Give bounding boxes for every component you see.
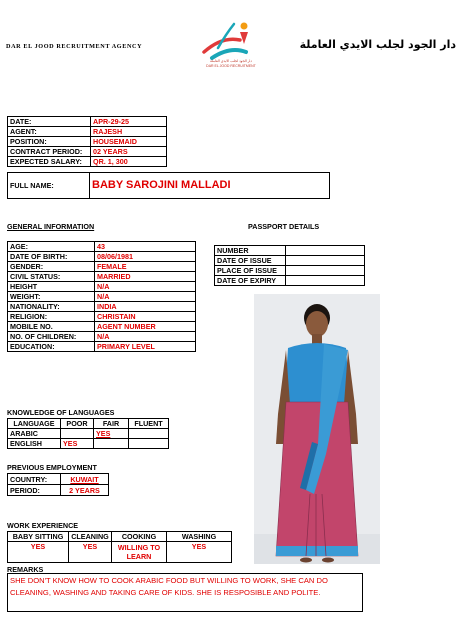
full-name-label: FULL NAME: bbox=[8, 173, 90, 199]
general-info-row bbox=[8, 282, 196, 292]
languages-table bbox=[7, 418, 169, 449]
experience-value: YES bbox=[8, 542, 69, 563]
summary-label: DATE: bbox=[8, 117, 91, 127]
language-fluent bbox=[129, 439, 169, 449]
candidate-photo bbox=[254, 294, 380, 564]
summary-label: POSITION: bbox=[8, 137, 91, 147]
general-label: RELIGION: bbox=[8, 312, 95, 322]
languages-title: KNOWLEDGE OF LANGUAGES bbox=[7, 408, 115, 417]
general-value: 43 bbox=[95, 242, 196, 252]
passport-value bbox=[286, 256, 365, 266]
summary-label: AGENT: bbox=[8, 127, 91, 137]
general-value: AGENT NUMBER bbox=[95, 322, 196, 332]
summary-row bbox=[8, 117, 167, 127]
experience-header: WASHING bbox=[167, 532, 232, 542]
experience-title: WORK EXPERIENCE bbox=[7, 521, 79, 530]
employment-table bbox=[7, 473, 109, 496]
general-label: AGE: bbox=[8, 242, 95, 252]
logo-caption bbox=[198, 59, 264, 68]
languages-row bbox=[8, 429, 169, 439]
remarks-title: REMARKS bbox=[7, 565, 44, 574]
summary-value: QR. 1, 300 bbox=[91, 157, 167, 167]
employment-label: PERIOD: bbox=[8, 485, 61, 496]
languages-header: POOR bbox=[61, 419, 94, 429]
general-info-row bbox=[8, 312, 196, 322]
general-label: EDUCATION: bbox=[8, 342, 95, 352]
summary-value: 02 YEARS bbox=[91, 147, 167, 157]
language-poor: YES bbox=[61, 439, 94, 449]
general-value: FEMALE bbox=[95, 262, 196, 272]
full-name-value: BABY SAROJINI MALLADI bbox=[90, 173, 330, 199]
general-value: 08/06/1981 bbox=[95, 252, 196, 262]
general-info-row bbox=[8, 252, 196, 262]
summary-value: APR-29-25 bbox=[91, 117, 167, 127]
summary-row bbox=[8, 157, 167, 167]
general-value: MARRIED bbox=[95, 272, 196, 282]
experience-value: YES bbox=[167, 542, 232, 563]
general-info-table bbox=[7, 241, 196, 352]
language-name: ARABIC bbox=[8, 429, 61, 439]
passport-value bbox=[286, 276, 365, 286]
general-label: WEIGHT: bbox=[8, 292, 95, 302]
passport-row bbox=[215, 266, 365, 276]
summary-row bbox=[8, 137, 167, 147]
general-value: N/A bbox=[95, 282, 196, 292]
general-info-row bbox=[8, 262, 196, 272]
remarks-text: SHE DON'T KNOW HOW TO COOK ARABIC FOOD BUT WILLING TO WORK, SHE CAN DO CLEANING, WASHING AND TAKING CARE OF KIDS. SHE IS RESPOSIBLE AND POLITE. bbox=[7, 573, 363, 612]
employment-value: KUWAIT bbox=[61, 474, 109, 485]
logo-caption-ar: دار الجود لجلب الايدي العاملة bbox=[210, 59, 252, 63]
general-info-row bbox=[8, 302, 196, 312]
passport-details-title: PASSPORT DETAILS bbox=[248, 222, 320, 231]
summary-value: HOUSEMAID bbox=[91, 137, 167, 147]
general-value: CHRISTAIN bbox=[95, 312, 196, 322]
summary-row bbox=[8, 127, 167, 137]
experience-value: YES bbox=[69, 542, 112, 563]
passport-table bbox=[214, 245, 365, 286]
experience-table bbox=[7, 531, 232, 563]
passport-row bbox=[215, 256, 365, 266]
languages-header: FAIR bbox=[94, 419, 129, 429]
general-value: PRIMARY LEVEL bbox=[95, 342, 196, 352]
summary-value: RAJESH bbox=[91, 127, 167, 137]
language-name: ENGLISH bbox=[8, 439, 61, 449]
general-label: DATE OF BIRTH: bbox=[8, 252, 95, 262]
general-info-row bbox=[8, 242, 196, 252]
summary-label: CONTRACT PERIOD: bbox=[8, 147, 91, 157]
general-label: MOBILE NO. bbox=[8, 322, 95, 332]
passport-label: PLACE OF ISSUE bbox=[215, 266, 286, 276]
experience-header-row bbox=[8, 532, 232, 542]
passport-value bbox=[286, 246, 365, 256]
full-name-table bbox=[7, 172, 330, 199]
general-info-row bbox=[8, 292, 196, 302]
general-label: NO. OF CHILDREN: bbox=[8, 332, 95, 342]
employment-label: COUNTRY: bbox=[8, 474, 61, 485]
passport-label: DATE OF EXPIRY bbox=[215, 276, 286, 286]
passport-row bbox=[215, 276, 365, 286]
language-poor bbox=[61, 429, 94, 439]
general-info-row bbox=[8, 342, 196, 352]
general-info-row bbox=[8, 322, 196, 332]
general-value: N/A bbox=[95, 292, 196, 302]
summary-table bbox=[7, 116, 167, 167]
experience-header: COOKING bbox=[112, 532, 167, 542]
experience-row bbox=[8, 542, 232, 563]
general-info-row bbox=[8, 332, 196, 342]
employment-value: 2 YEARS bbox=[61, 485, 109, 496]
agency-name-en: DAR EL JOOD RECRUITMENT AGENCY bbox=[6, 43, 143, 50]
candidate-photo-figure bbox=[254, 294, 380, 564]
languages-header: FLUENT bbox=[129, 419, 169, 429]
general-value: N/A bbox=[95, 332, 196, 342]
general-label: GENDER: bbox=[8, 262, 95, 272]
passport-label: DATE OF ISSUE bbox=[215, 256, 286, 266]
experience-header: CLEANING bbox=[69, 532, 112, 542]
language-fair bbox=[94, 439, 129, 449]
general-label: NATIONALITY: bbox=[8, 302, 95, 312]
logo-caption-en: DAR EL JOOD RECRUITMENT bbox=[206, 63, 256, 68]
passport-label: NUMBER bbox=[215, 246, 286, 256]
agency-name-ar: دار الجود لجلب الايدي العاملة bbox=[299, 38, 456, 51]
general-info-row bbox=[8, 272, 196, 282]
employment-title: PREVIOUS EMPLOYMENT bbox=[7, 463, 97, 472]
employment-row bbox=[8, 485, 109, 496]
general-value: INDIA bbox=[95, 302, 196, 312]
passport-value bbox=[286, 266, 365, 276]
general-label: HEIGHT bbox=[8, 282, 95, 292]
experience-header: BABY SITTING bbox=[8, 532, 69, 542]
passport-row bbox=[215, 246, 365, 256]
summary-label: EXPECTED SALARY: bbox=[8, 157, 91, 167]
experience-value: WILLING TO LEARN bbox=[112, 542, 167, 563]
languages-row bbox=[8, 439, 169, 449]
language-fluent bbox=[129, 429, 169, 439]
summary-row bbox=[8, 147, 167, 157]
languages-header-row bbox=[8, 419, 169, 429]
general-label: CIVIL STATUS: bbox=[8, 272, 95, 282]
language-fair: YES bbox=[94, 429, 129, 439]
employment-row bbox=[8, 474, 109, 485]
languages-header: LANGUAGE bbox=[8, 419, 61, 429]
general-info-title: GENERAL INFORMATION bbox=[7, 222, 95, 231]
